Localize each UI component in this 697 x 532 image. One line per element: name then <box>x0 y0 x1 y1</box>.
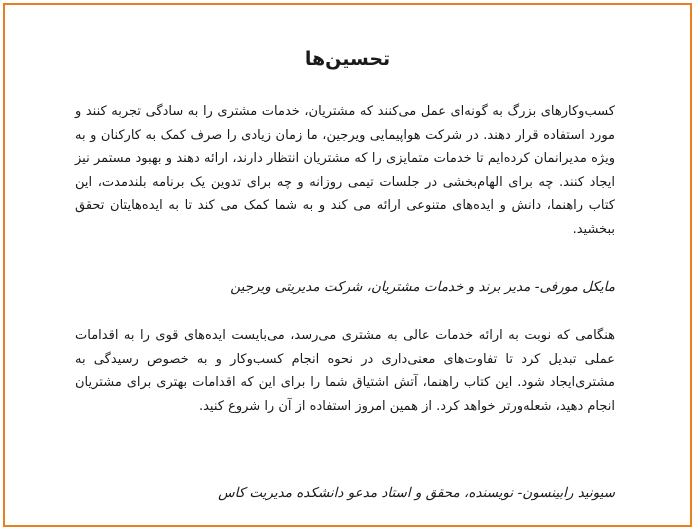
page-title: تحسین‌ها <box>304 48 391 70</box>
testimonial-1-attribution: مایکل مورفی- مدیر برند و خدمات مشتریان، شرکت مدیریتی ویرجین <box>230 279 615 295</box>
testimonial-1-text: کسب‌وکارهای بزرگ به گونه‌ای عمل می‌کنند که مشتریان، خدمات مشتری را به سادگی تجربه کنند و مورد استفاده قرار دهند. در شرکت هواپیمایی ویرجین، ما زمان زیادی را صرف کمک به کارکنان و به ویژه مدیرانمان کرده‌ایم تا خدمات متمایزی را که مشتریان انتظار دارند، ارائه دهند و بهبود مستمر نیز ایجاد کنند. چه برای الهام‌بخشی در جلسات تیمی روزانه و چه برای تدوین یک برنامه بلندمدت، این کتاب راهنما، دانش و ایده‌های متنوعی ارائه می کند و به شما کمک می کند تا به ایده‌هایتان تحقق ببخشید. <box>75 104 615 237</box>
testimonial-2-text: هنگامی که نوبت به ارائه خدمات عالی به مشتری می‌رسد، می‌بایست ایده‌های قوی را به اقدامات عملی تبدیل کرد تا تفاوت‌های معنی‌داری در نحوه انجام کسب‌وکار و به خصوص رسیدگی به مشتری‌ایجاد شود. این کتاب راهنما، آتش اشتیاق شما را برای این که اقدامات بهتری برای مشتریان انجام دهید، شعله‌ورتر خواهد کرد. از همین امروز استفاده از آن را شروع کنید. <box>75 328 615 414</box>
page-frame <box>3 3 692 527</box>
testimonial-2-attribution: سیونید رابینسون- نویسنده، محقق و استاد مدعو دانشکده مدیریت کاس <box>218 485 615 501</box>
